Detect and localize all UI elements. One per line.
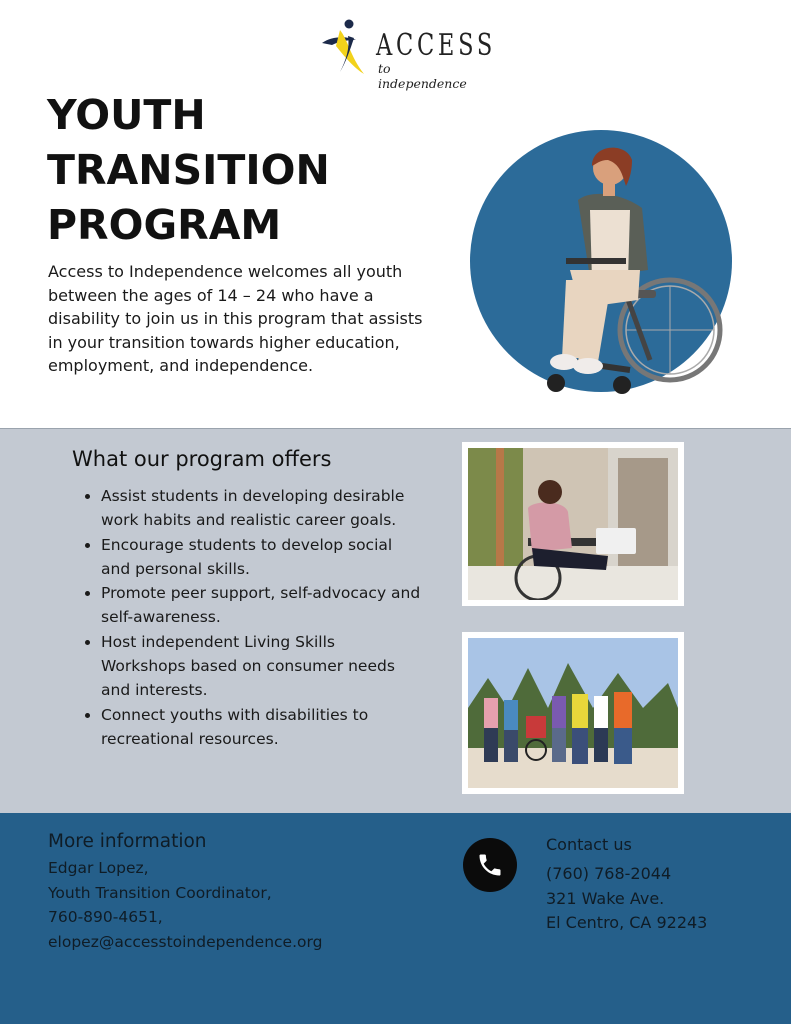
more-info-name: Edgar Lopez, — [48, 859, 149, 877]
phone-glyph — [476, 850, 504, 880]
more-info-heading: More information — [48, 831, 207, 852]
header-section — [0, 0, 791, 428]
student-laptop-illustration — [468, 448, 678, 600]
contact-heading: Contact us — [546, 835, 632, 854]
more-info-phone: 760-890-4651, — [48, 908, 163, 926]
more-info-role: Youth Transition Coordinator, — [48, 883, 272, 902]
contact-street: 321 Wake Ave. — [546, 888, 665, 908]
contact-block — [546, 862, 707, 936]
logo-tagline: to independence — [378, 61, 467, 91]
page-title — [47, 88, 330, 253]
contact-phone[interactable]: (760) 768-2044 — [546, 864, 672, 883]
offers-list — [82, 484, 421, 751]
logo-figure-icon — [320, 16, 380, 78]
intro-paragraph: Access to Independence welcomes all youth between the ages of 14 – 24 who have a disability to join us in this program that assists in your transition towards higher education, employment, and independence. — [48, 262, 423, 375]
hero-photo-circle — [470, 130, 732, 392]
title-line: TRANSITION — [47, 146, 330, 194]
list-item: • Encourage students to develop social and personal skills. — [101, 533, 421, 582]
woman-in-wheelchair-illustration — [470, 130, 732, 392]
title-line: YOUTH — [47, 91, 206, 139]
contact-city: El Centro, CA 92243 — [546, 913, 708, 932]
group-celebrating-illustration — [468, 638, 678, 788]
more-info-block — [48, 856, 322, 954]
more-info-email[interactable]: elopez@accesstoindependence.org — [48, 932, 323, 951]
logo-brand-text: ACCESS — [376, 28, 497, 63]
list-item: • Promote peer support, self-advocacy and self-awareness. — [101, 581, 421, 630]
offers-heading: What our program offers — [72, 447, 332, 471]
list-item: • Assist students in developing desirable work habits and realistic career goals. — [101, 484, 421, 533]
list-item: • Host independent Living Skills Workshops based on consumer needs and interests. — [101, 630, 421, 703]
list-item: • Connect youths with disabilities to recreational resources. — [101, 703, 421, 752]
access-logo — [320, 16, 497, 91]
photo-student-laptop — [462, 442, 684, 606]
phone-icon — [463, 838, 517, 892]
title-line: PROGRAM — [47, 201, 282, 249]
photo-group-celebrating — [462, 632, 684, 794]
